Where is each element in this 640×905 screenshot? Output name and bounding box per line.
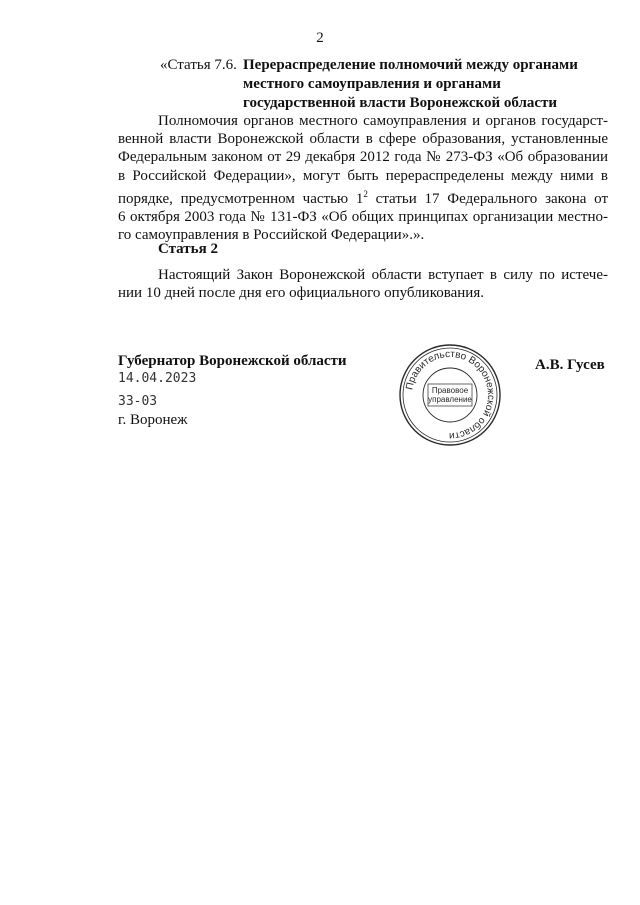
article-7-6-title-line: Перераспределение полномочий между органами (243, 57, 578, 73)
body-line: Полномочия органов местного самоуправления и органов государст- (158, 113, 608, 129)
registration-number: 33-03 (118, 394, 158, 409)
registration-date: 14.04.2023 (118, 371, 197, 386)
body-line: Федеральным законом от 29 декабря 2012 года № 273-ФЗ «Об образовании (118, 149, 608, 166)
article-7-6-prefix: «Статья 7.6. (160, 57, 237, 73)
body-line-with-superscript (118, 185, 608, 208)
page-number: 2 (316, 30, 324, 46)
body-line: Настоящий Закон Воронежской области вступает в силу по истече- (158, 267, 608, 283)
superscript: 2 (363, 188, 368, 199)
article-7-6-title (243, 56, 603, 113)
body-text: порядке, предусмотренном частью 1 (118, 190, 364, 207)
article-7-6-title-line: местного самоуправления и органами (243, 76, 501, 92)
signer-name: А.В. Гусев (535, 357, 605, 373)
city-name: г. Воронеж (118, 412, 188, 428)
article-2-heading: Статья 2 (158, 241, 218, 257)
article-7-6-title-line: государственной власти Воронежской области (243, 95, 558, 111)
article-7-6-body (118, 112, 608, 244)
article-2-body (118, 266, 608, 302)
body-line: нии 10 дней после дня его официального опубликования. (118, 285, 484, 302)
seal-ring-text: Правительство Воронежской области (404, 348, 497, 442)
body-line: го самоуправления в Российской Федерации».». (118, 227, 425, 244)
body-line: венной власти Воронежской области в сфере образования, установленные (118, 131, 608, 148)
body-text: статьи 17 Федерального закона от (367, 190, 609, 207)
body-line: 6 октября 2003 года № 131-ФЗ «Об общих принципах организации местно- (118, 209, 608, 226)
seal-center-line-2: управление (428, 395, 472, 404)
seal-center-line-1: Правовое (431, 386, 469, 395)
official-seal (398, 343, 502, 447)
body-line: в Российской Федерации», могут быть перераспределены между ними в (118, 167, 608, 184)
governor-title: Губернатор Воронежской области (118, 353, 347, 369)
